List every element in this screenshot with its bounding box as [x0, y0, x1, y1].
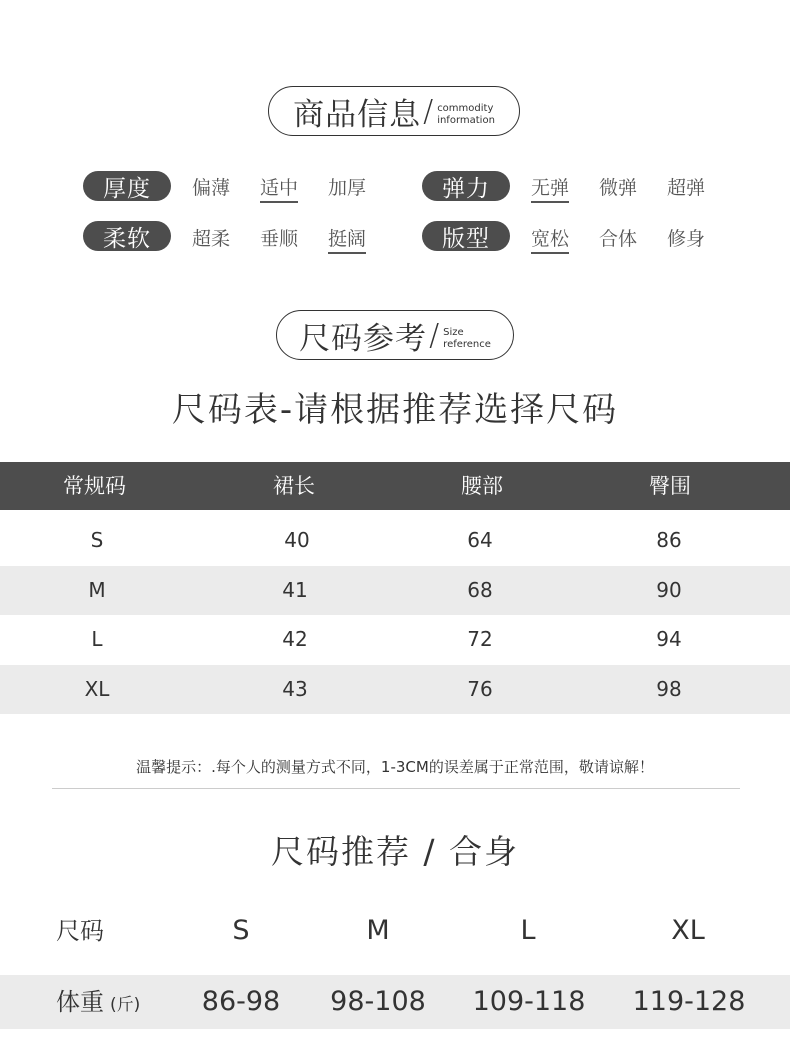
- table-row: [0, 615, 790, 664]
- table-cell: L: [91, 627, 103, 651]
- table-cell: M: [88, 578, 106, 602]
- attribute-label-elasticity: 弹力: [422, 171, 510, 201]
- table-cell: 94: [656, 627, 682, 651]
- title-slash: /: [429, 317, 440, 353]
- option-medium-selected: 适中: [260, 176, 298, 203]
- table-cell: 90: [656, 578, 682, 602]
- option-regular: 合体: [599, 228, 638, 250]
- size-table-title: 尺码表-请根据推荐选择尺码: [171, 390, 619, 430]
- recommend-title: 尺码推荐 / 合身: [270, 832, 520, 871]
- header-hip: 臀围: [649, 474, 691, 498]
- commodity-title-en-line1: commodity: [437, 103, 494, 114]
- size-table-header: [0, 462, 790, 510]
- header-regular-size: 常规码: [63, 474, 126, 498]
- option-thick: 加厚: [328, 177, 367, 199]
- recommend-size: L: [520, 915, 536, 946]
- table-cell: 64: [467, 528, 493, 552]
- option-thin: 偏薄: [192, 177, 231, 199]
- table-cell: XL: [84, 677, 110, 701]
- table-cell: 41: [282, 578, 308, 602]
- size-ref-title-cn: 尺码参考: [299, 320, 428, 357]
- recommend-weight: 86-98: [201, 986, 281, 1017]
- divider: [52, 788, 740, 789]
- table-row: [0, 566, 790, 615]
- recommend-weight: 109-118: [472, 986, 586, 1017]
- recommend-size: S: [232, 915, 250, 946]
- option-super-soft: 超柔: [192, 228, 231, 250]
- option-loose-selected: 宽松: [531, 227, 569, 254]
- recommend-size: XL: [671, 915, 705, 946]
- option-super-stretch: 超弹: [667, 177, 706, 199]
- recommend-size-row: [0, 904, 790, 958]
- title-slash: /: [423, 93, 434, 129]
- commodity-title-pill: [268, 86, 520, 136]
- recommend-weight: 119-128: [632, 986, 746, 1017]
- size-ref-title-en: [443, 327, 491, 351]
- size-ref-title-en-line2: reference: [443, 339, 491, 350]
- size-row-label: 尺码: [56, 917, 104, 945]
- commodity-title-en-line2: information: [437, 115, 495, 126]
- recommend-weight-row: [0, 975, 790, 1029]
- table-cell: 76: [467, 677, 493, 701]
- option-drape: 垂顺: [260, 228, 299, 250]
- attribute-label-fit: 版型: [422, 221, 510, 251]
- table-cell: 72: [467, 627, 493, 651]
- header-skirt-length: 裙长: [273, 474, 315, 498]
- table-cell: 86: [656, 528, 682, 552]
- table-cell: 68: [467, 578, 493, 602]
- measurement-notice: 温馨提示：.每个人的测量方式不同，1-3CM的误差属于正常范围，敬请谅解！: [136, 758, 654, 776]
- option-no-stretch-selected: 无弹: [531, 176, 569, 203]
- recommend-weight: 98-108: [330, 986, 426, 1017]
- size-ref-title-pill: [276, 310, 514, 360]
- size-ref-title-en-line1: Size: [443, 327, 464, 338]
- table-cell: S: [90, 528, 104, 552]
- attribute-label-softness: 柔软: [83, 221, 171, 251]
- option-slight-stretch: 微弹: [599, 177, 638, 199]
- table-cell: 43: [282, 677, 308, 701]
- table-cell: 98: [656, 677, 682, 701]
- option-crisp-selected: 挺阔: [328, 227, 366, 254]
- header-waist: 腰部: [461, 474, 503, 498]
- attribute-label-thickness: 厚度: [83, 171, 171, 201]
- recommend-size: M: [366, 915, 390, 946]
- table-row: [0, 665, 790, 714]
- table-cell: 42: [282, 627, 308, 651]
- table-row: [0, 516, 790, 565]
- option-slim: 修身: [667, 228, 706, 250]
- table-cell: 40: [284, 528, 310, 552]
- commodity-title-cn: 商品信息: [293, 96, 422, 133]
- commodity-title-en: [437, 103, 495, 127]
- weight-row-label: [56, 975, 140, 1029]
- weight-label: 体重: [56, 988, 104, 1016]
- weight-unit: (斤): [110, 995, 141, 1015]
